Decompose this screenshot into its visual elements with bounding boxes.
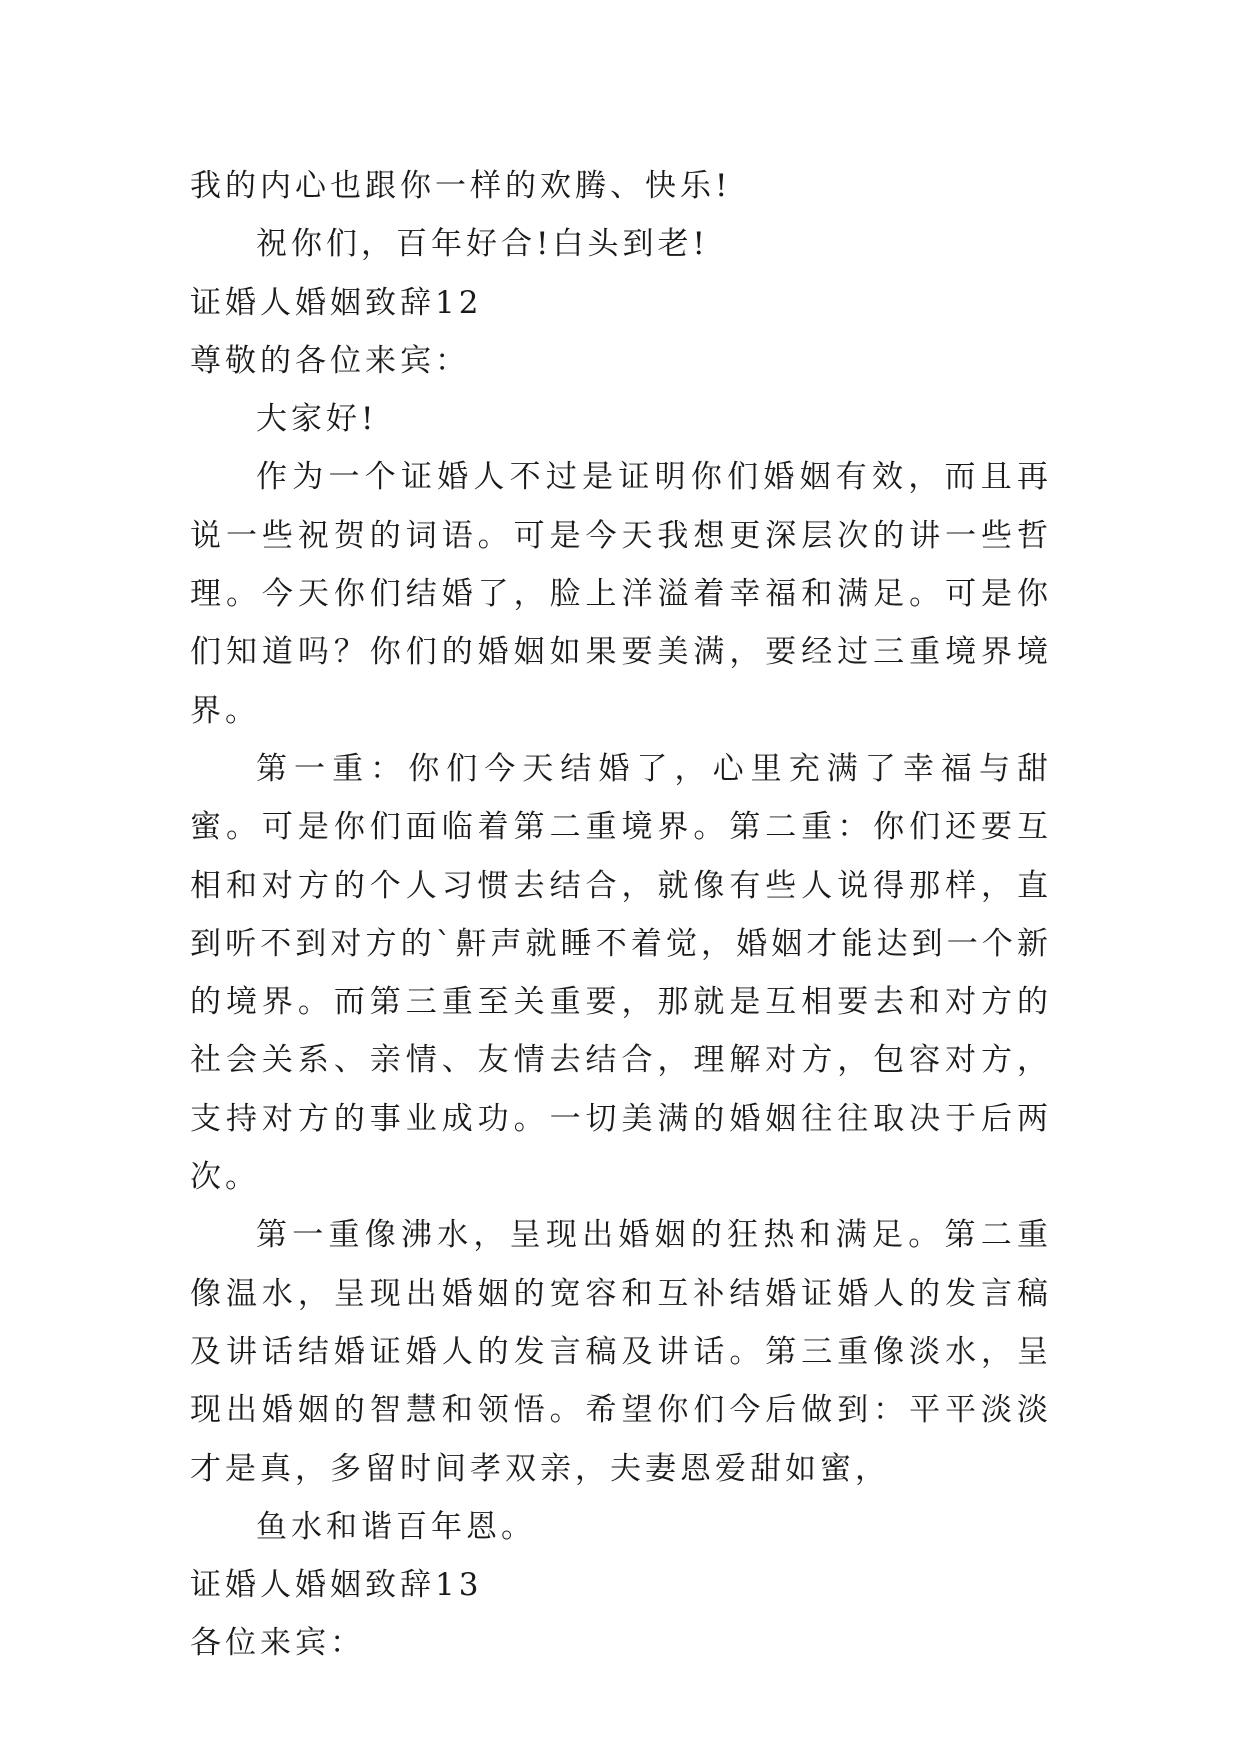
section-heading-12: 证婚人婚姻致辞12 (190, 284, 483, 321)
paragraph-water-metaphor: 第一重像沸水，呈现出婚姻的狂热和满足。第二重像温水，呈现出婚姻的宽容和互补结婚证婚人的发言稿及讲话结婚证婚人的发言稿及讲话。第三重像淡水，呈现出婚姻的智慧和领悟。希望你们今后做到：平平淡淡才是真，多留时间孝双亲，夫妻恩爱甜如蜜， (190, 1217, 1052, 1487)
salutation-respected-guests: 尊敬的各位来宾： (190, 342, 470, 379)
paragraph-closing-line: 我的内心也跟你一样的欢腾、快乐! (190, 168, 732, 204)
document-body (190, 157, 1052, 1673)
paragraph-greeting: 大家好! (256, 401, 378, 438)
paragraph-intro: 作为一个证婚人不过是证明你们婚姻有效，而且再说一些祝贺的词语。可是今天我想更深层次的讲一些哲理。今天你们结婚了，脸上洋溢着幸福和满足。可是你们知道吗？你们的婚姻如果要美满，要经过三重境界境界。 (190, 459, 1052, 729)
section-heading-13: 证婚人婚姻致辞13 (190, 1567, 483, 1604)
paragraph-three-realms: 第一重：你们今天结婚了，心里充满了幸福与甜蜜。可是你们面临着第二重境界。第二重：你们还要互相和对方的个人习惯去结合，就像有些人说得那样，直到听不到对方的`鼾声就睡不着觉，婚姻才能达到一个新的境界。而第三重至关重要，那就是互相要去和对方的社会关系、亲情、友情去结合，理解对方，包容对方，支持对方的事业成功。一切美满的婚姻往往取决于后两次。 (190, 750, 1052, 1196)
paragraph-blessing: 祝你们，百年好合!白头到老! (256, 226, 709, 263)
paragraph-final-verse: 鱼水和谐百年恩。 (256, 1508, 536, 1545)
salutation-guests: 各位来宾： (190, 1625, 365, 1662)
